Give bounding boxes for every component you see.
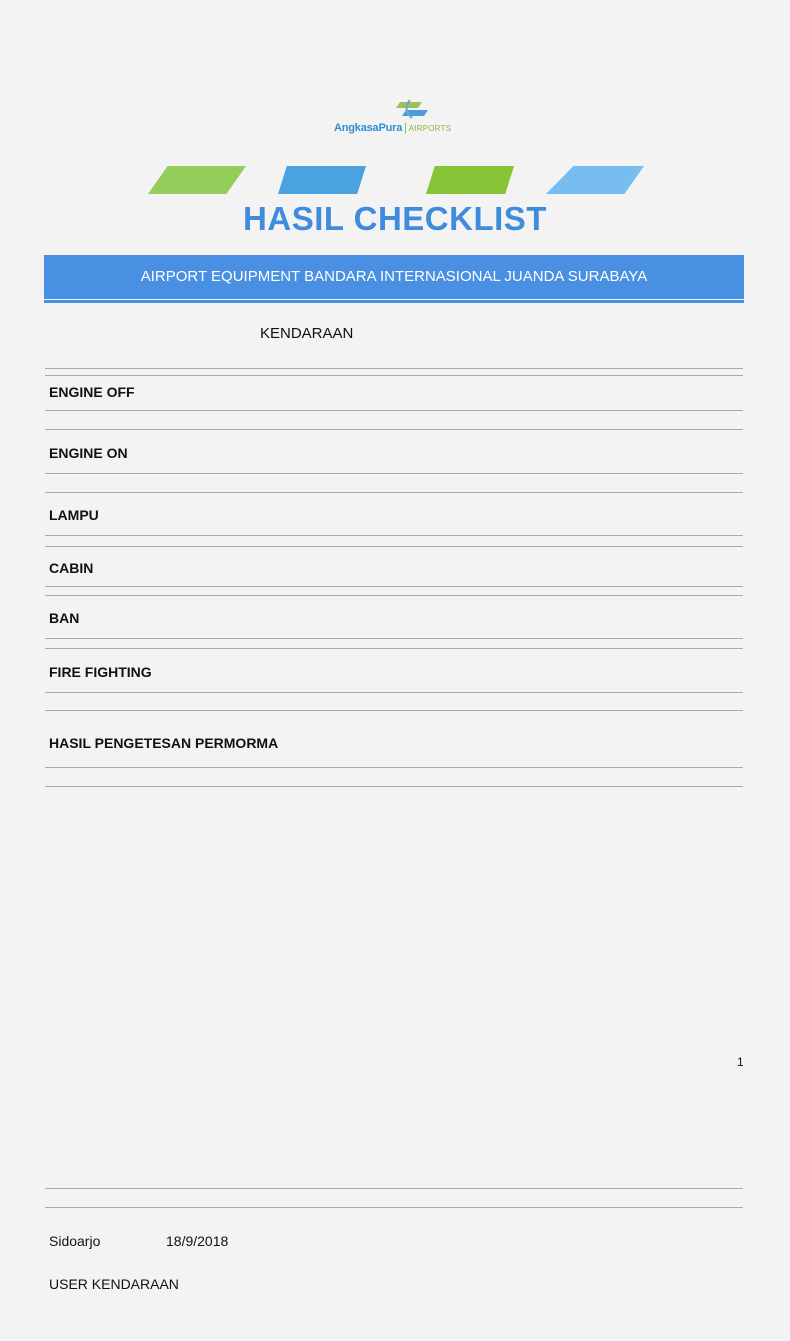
page-title: HASIL CHECKLIST [243, 200, 547, 237]
logo-wordmark [334, 122, 451, 134]
divider [45, 546, 743, 547]
divider [45, 767, 743, 768]
logo-mark-icon [392, 98, 432, 120]
stripe-green [426, 166, 514, 194]
banner-underline [44, 300, 744, 303]
divider [45, 648, 743, 649]
footer-user: USER KENDARAAN [49, 1276, 179, 1292]
logo-sub: AIRPORTS [408, 124, 452, 133]
header-banner: AIRPORT EQUIPMENT BANDARA INTERNASIONAL JUANDA SURABAYA [44, 255, 744, 299]
footer-place: Sidoarjo [49, 1233, 101, 1249]
divider [45, 786, 743, 787]
divider [45, 638, 743, 639]
divider [45, 692, 743, 693]
section-label: KENDARAAN [260, 325, 354, 342]
divider [45, 429, 743, 430]
divider [45, 375, 743, 376]
stripe-blue [278, 166, 366, 194]
divider [45, 586, 743, 587]
divider [45, 410, 743, 411]
stripe-green-light [148, 166, 246, 194]
divider [45, 535, 743, 536]
checklist-item-engine-on: ENGINE ON [49, 445, 128, 461]
checklist-item-performance-test: HASIL PENGETESAN PERMORMA [49, 735, 279, 751]
divider [45, 595, 743, 596]
checklist-item-fire-fighting: FIRE FIGHTING [49, 664, 152, 680]
checklist-item-lampu: LAMPU [49, 507, 99, 523]
divider [45, 368, 743, 369]
logo-separator: | [404, 122, 407, 134]
divider [45, 1188, 743, 1189]
divider [45, 492, 743, 493]
logo-brand: AngkasaPura [334, 122, 403, 134]
stripe-blue-light [546, 166, 644, 194]
divider [45, 710, 743, 711]
decorative-stripes [0, 166, 790, 194]
divider [45, 1207, 743, 1208]
angkasa-pura-logo [330, 98, 460, 138]
checklist-item-ban: BAN [49, 610, 80, 626]
checklist-item-cabin: CABIN [49, 560, 94, 576]
checklist-item-engine-off: ENGINE OFF [49, 384, 135, 400]
footer-date: 18/9/2018 [166, 1233, 229, 1249]
page-number: 1 [737, 1055, 744, 1069]
divider [45, 473, 743, 474]
